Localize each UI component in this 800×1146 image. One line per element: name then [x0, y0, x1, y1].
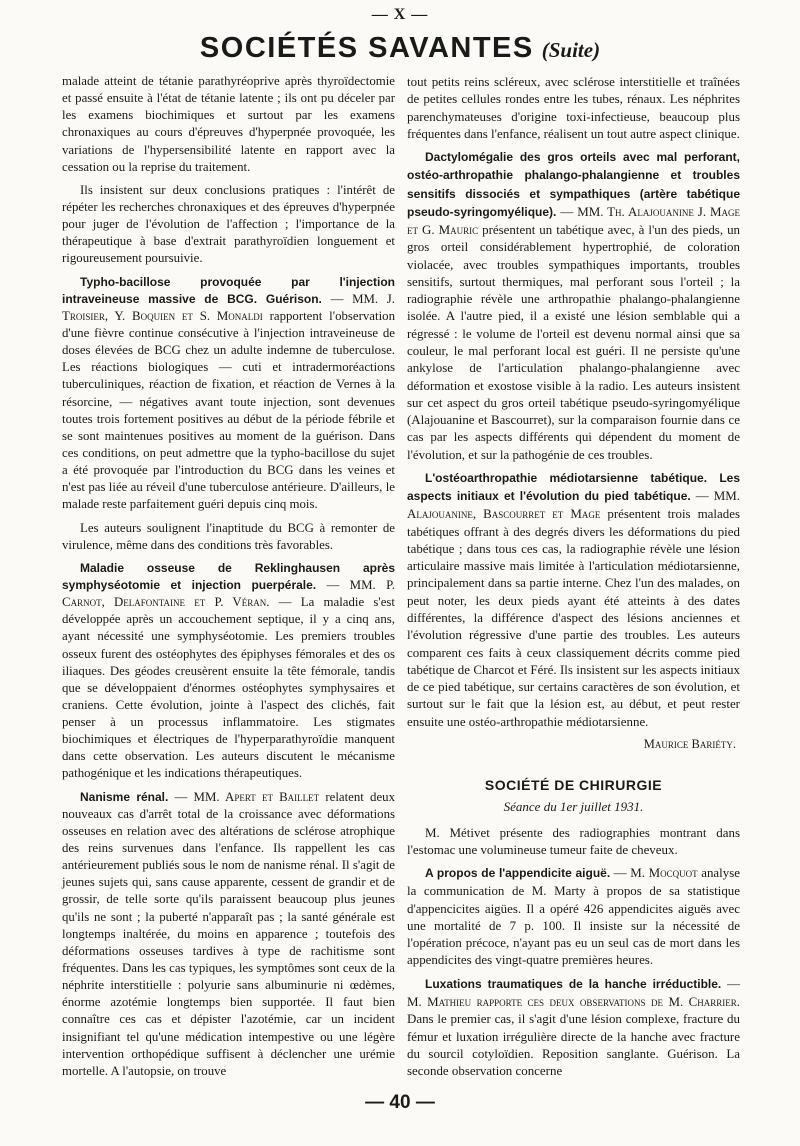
article-paragraph: [407, 469, 740, 730]
page-header: [0, 32, 800, 65]
article-body: Dans le premier cas, il s'agit d'une lésion complexe, fracture du fémur et luxation irrégulière directe de la hanche avec fracture du sourcil cotyloïdien. Reposition sanglante. Guérison. La seconde observation concerne: [407, 1011, 740, 1079]
article-title: Dactylomégalie des gros orteils avec mal perforant, ostéo-arthropathie phalango-phalangienne et troubles sensitifs dissociés et sympathiques (artère tabétique pseudo-syringomyélique).: [407, 150, 740, 219]
paragraph: Ils insistent sur deux conclusions pratiques : l'intérêt de répéter les recherches chronaxiques et des épreuves d'hyperpnée pour juger de l'évolution de l'affection ; l'importance de la thérapeutique à base d'extrait parathyroïdien longuement et rigoureusement poursuivie.: [62, 182, 395, 266]
article-paragraph: [62, 560, 395, 783]
section-date: Séance du 1er juillet 1931.: [503, 799, 644, 815]
page-title-suffix: (Suite): [541, 38, 601, 62]
paragraph: malade atteint de tétanie parathyréoprive après thyroïdectomie et passé ensuite à l'état de tétanie latente ; ils ont pu déceler par les examens biochimiques et surtout par les examens chronaxiques au cours d'épreuves d'hyperpnée provoquée, les variations de l'hypersensibilité latente en rapport avec la cessation ou la reprise du traitement.: [62, 74, 395, 174]
article-title: Nanisme rénal.: [80, 789, 169, 804]
page-title: SOCIÉTÉS SAVANTES: [199, 32, 534, 64]
article-title: Maladie osseuse de Reklinghausen après symphyséotomie et injection puerpérale.: [62, 560, 395, 592]
article-authors: — MM. Apert et Baillet: [174, 789, 320, 804]
article-paragraph: [407, 148, 740, 463]
article-title: A propos de l'appendicite aiguë.: [425, 866, 611, 881]
article-body: analyse la communication de M. Marty à propos de sa statistique d'appencicites aigües. Il a opéré 426 appendicites aiguës avec une mortalité de 7 p. 100. Il insiste sur la nécessité de l'opération précoce, n'ayant pas eu un seul cas de mort dans les appendicites des vingt-quatre premières heures.: [407, 865, 741, 968]
article-authors: — MM. Alajouanine, Bascourret et Mage: [407, 488, 740, 522]
article-body: — La maladie s'est développée après un accouchement septique, il y a cinq ans, ayant nécessité une symphyséotomie. Les premiers troubles osseux furent des ostéophytes des épiphyses fémorales et des os iliaques. Des géodes creusèrent ensuite la tête fémorale, tandis que se développaient d'énormes ostéophytes symphysaires et craniens. Cette évolution, jointe à l'aspect des clichés, fait penser à un processus inflammatoire. Les stigmates biochimiques et électriques de l'hyperparathyroïdie manquent dans cette observation. Les auteurs discutent le mécanisme pathogénique et les indications thérapeutiques.: [62, 595, 395, 781]
article-body: rapportent l'observation d'une fièvre continue consécutive à l'injection intraveineuse de doses élevées de BCG chez un adulte indemne de tuberculose. Les réactions biologiques — cuti et intradermoréactions tuberculiniques, réaction de fixation, et réaction de Vernes à la résorcine, — négatives avant toute injection, sont devenues toutes trois fortement positives au début de la période fébrile et se sont maintenues positives au moment de la guérison. Dans ces conditions, on peut admettre que la typho-bacillose du sujet a été provoquée par l'introduction du BCG dans les veines et n'est pas liée au réveil d'une tuberculose antérieure. D'ailleurs, le malade reste parfaitement guéri depuis cinq mois.: [62, 308, 395, 512]
article-title: Typho-bacillose provoquée par l'injection intraveineuse massive de BCG. Guérison.: [62, 274, 395, 306]
article-paragraph: [407, 975, 740, 1080]
page-number: — 40 —: [365, 1092, 435, 1113]
section-title: SOCIÉTÉ DE CHIRURGIE: [484, 777, 663, 794]
article-body: relatent deux nouveaux cas d'arrêt total de la croissance avec déformations osseuses en relation avec des altérations de sclérose atrophique des reins survenues dans l'enfance. Ils rappellent les cas antérieurement publiés sous le nom de nanisme rénal. Il s'agit de jeunes sujets qui, sans cause apparente, cessent de grandir et de grossir, de telle sorte qu'ils paraissent beaucoup plus jeunes qu'ils ne sont ; la puberté n'apparaît pas ; la santé générale est longtemps inaltérée, du moins en apparence ; toutefois des déformations osseuses tardives à type de rachitisme sont fréquentes. Dans les cas typiques, les symptômes sont ceux de la néphrite interstitielle : polyurie sans albuminurie ni œdèmes, énorme azotémie longtemps bien supportée. Il faut bien connaître ces cas et dépister l'azotémie, car un incident insignifiant tel qu'une médication intempestive ou une légère intervention orthopédique suffisent à déclencher une urémie mortelle. A l'autopsie, on trouve: [62, 789, 395, 1078]
article-paragraph: [407, 864, 740, 969]
article-body: présentent trois malades tabétiques offrant à des degrés divers les déformations du pied tabétique ; dans tous ces cas, la radiographie révèle une lésion articulaire massive mais limitée à l'articulation médiotarsienne, principalement dans sa partie interne. Chez l'un des malades, on peut noter, les deux pieds ayant été atteints à des dates différentes, la différence d'aspect des lésions anciennes et l'évolution régressive d'une partie des troubles. Les auteurs comparent ces faits à ceux classiquement décrits comme pied tabétique de Charcot et Féré. Ils insistent sur les aspects initiaux de ce pied tabétique, sur certains caractères de son évolution, et surtout sur le fait que la lésion est, au début, et peut rester ensuite une ostéo-arthropathie médiotarsienne.: [407, 506, 741, 729]
paragraph: Les auteurs soulignent l'inaptitude du BCG à remonter de virulence, même dans des conditions très favorables.: [62, 520, 395, 552]
article-authors: — MM. P. Carnot, Delafontaine et P. Véran.: [62, 577, 395, 610]
paragraph: tout petits reins scléreux, avec sclérose interstitielle et traînées de petites cellules rondes entre les tubes, rénaux. Les néphrites parenchymateuses d'origine toxi-infectieuse, beaucoup plus fréquentes dans l'enfance, réalisent un tout autre aspect clinique.: [407, 74, 740, 141]
paragraph: M. Métivet présente des radiographies montrant dans l'estomac une volumineuse tumeur faite de cheveux.: [407, 824, 740, 857]
page-marker: — X —: [371, 6, 429, 23]
article-paragraph: [62, 789, 395, 1080]
article-title: Luxations traumatiques de la hanche irréductible.: [425, 976, 722, 991]
right-column: [407, 73, 740, 1079]
article-title: L'ostéoarthropathie médiotarsienne tabétique. Les aspects initiaux et l'évolution du pied tabétique.: [407, 470, 740, 504]
article-authors: — MM. Th. Alajouanine J. Mage et G. Mauric: [407, 203, 740, 238]
signature: Maurice Bariéty.: [643, 736, 736, 751]
article-body: présentent un tabétique avec, à l'un des pieds, un gros orteil considérablement hypertrophié, de coloration violacée, avec troubles sympathiques importants, troubles sensitifs, surtout thermiques, mal perforant sous l'orteil ; la radiographie révèle une arthropathie phalango-phalangienne isolée. A l'autre pied, il a existé une lésion semblable qui a régressé : le volume de l'orteil est devenu normal ainsi que sa couleur, le mal perforant local est guéri. Il ne persiste qu'une ankylose de l'articulation phalango-phalangienne avec déformation et exostose visible à la radio. Les auteurs insistent sur cet aspect du gros orteil tabétique pseudo-syringomyélique (Alajouanine et Bascourret), sur la comparaison fournie dans ce cas par les aspects différents qui dépendent du moment de l'évolution, et sur la pathogénie de ces troubles.: [407, 222, 741, 462]
article-paragraph: [62, 274, 395, 514]
left-column: [62, 73, 395, 1080]
article-authors: — MM. J. Troisier, Y. Boquien et S. Monaldi: [62, 291, 396, 323]
article-authors: — M. Mathieu rapporte ces deux observations de M. Charrier.: [407, 975, 741, 1010]
article-authors: — M. Mocquot: [613, 865, 698, 881]
